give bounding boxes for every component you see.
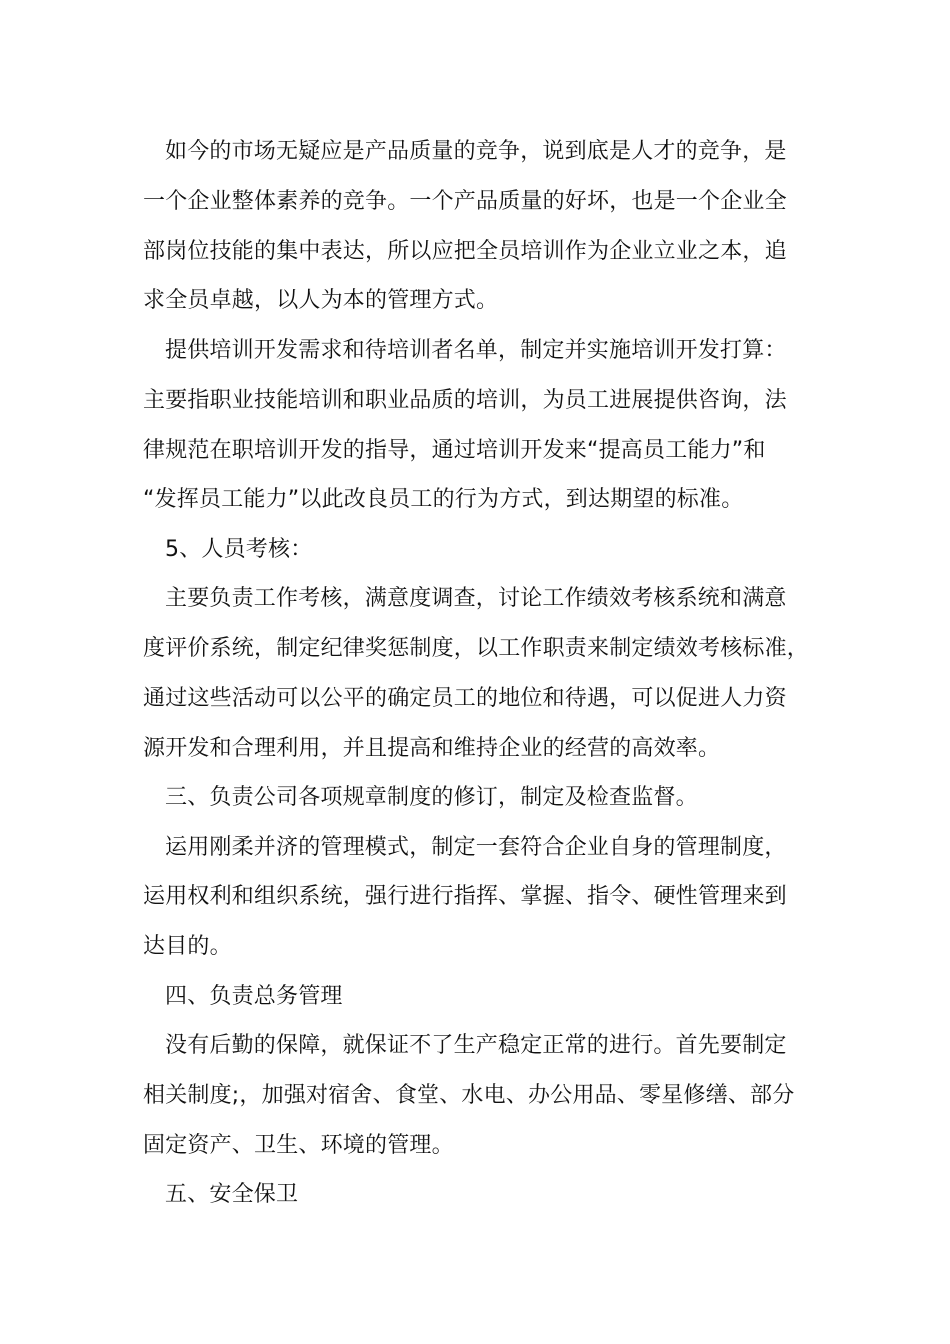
paragraph-line: 达目的。 (143, 934, 232, 959)
paragraph-line: “发挥员工能力”以此改良员工的行为方式，到达期望的标准。 (143, 487, 744, 512)
section-heading: 5、人员考核： (165, 537, 313, 562)
section-heading: 三、负责公司各项规章制度的修订，制定及检查监督。 (165, 785, 698, 810)
section-heading: 四、负责总务管理 (165, 984, 343, 1009)
paragraph-line: 部岗位技能的集中表达，所以应把全员培训作为企业立业之本，追 (143, 239, 787, 264)
paragraph-line: 主要负责工作考核，满意度调查，讨论工作绩效考核系统和满意 (165, 586, 787, 611)
paragraph-line: 一个企业整体素养的竞争。一个产品质量的好坏，也是一个企业全 (143, 189, 787, 214)
paragraph-line: 主要指职业技能培训和职业品质的培训，为员工进展提供咨询，法 (143, 388, 787, 413)
section-heading: 五、安全保卫 (165, 1182, 299, 1207)
paragraph-line: 源开发和合理利用，并且提高和维持企业的经营的高效率。 (143, 736, 721, 761)
paragraph-line: 没有后勤的保障，就保证不了生产稳定正常的进行。首先要制定 (165, 1033, 787, 1058)
paragraph-line: 求全员卓越，以人为本的管理方式。 (143, 288, 499, 313)
paragraph-line: 通过这些活动可以公平的确定员工的地位和待遇，可以促进人力资 (143, 686, 787, 711)
paragraph-line: 固定资产、卫生、环境的管理。 (143, 1133, 454, 1158)
paragraph-line: 度评价系统，制定纪律奖惩制度，以工作职责来制定绩效考核标准， (143, 636, 810, 661)
paragraph-line: 运用权利和组织系统，强行进行指挥、掌握、指令、硬性管理来到 (143, 884, 787, 909)
paragraph-line: 运用刚柔并济的管理模式，制定一套符合企业自身的管理制度， (165, 835, 787, 860)
paragraph-line: 提供培训开发需求和待培训者名单，制定并实施培训开发打算： (165, 338, 787, 363)
paragraph-line: 相关制度;，加强对宿舍、食堂、水电、办公用品、零星修缮、部分 (143, 1083, 795, 1108)
paragraph-line: 律规范在职培训开发的指导，通过培训开发来“提高员工能力”和 (143, 438, 766, 463)
paragraph-line: 如今的市场无疑应是产品质量的竞争，说到底是人才的竞争，是 (165, 139, 787, 164)
